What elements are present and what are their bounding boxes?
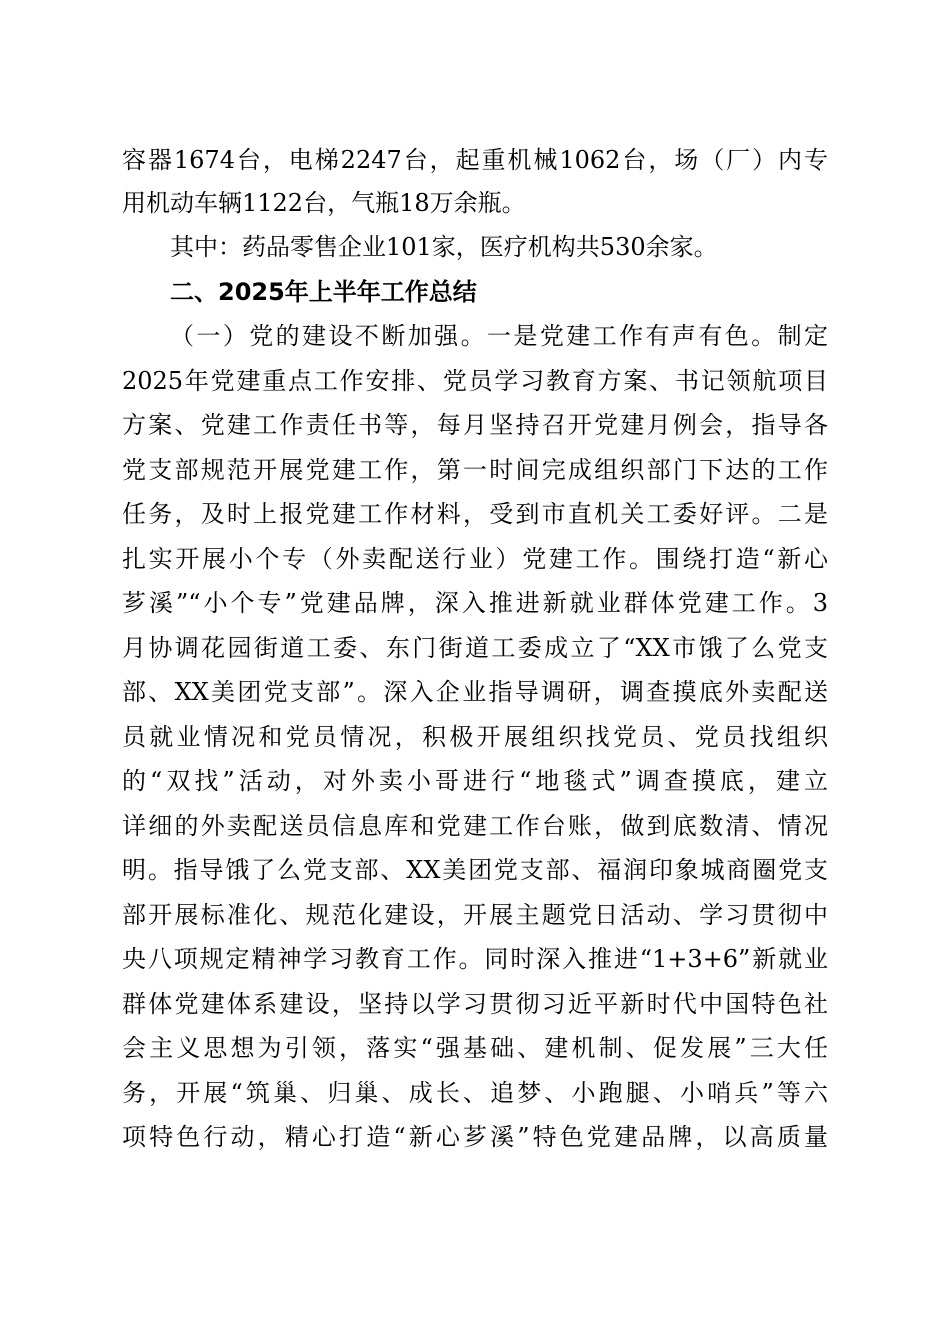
body-text-line: 月协调花园街道工委、东门街道工委成立了“XX市饿了么党支 [122,634,828,662]
body-text-line: 详细的外卖配送员信息库和党建工作台账，做到底数清、情况 [122,812,828,840]
body-text-line: 明。指导饿了么党支部、XX美团党支部、福润印象城商圈党支 [122,856,828,884]
body-text-line: 党支部规范开展党建工作，第一时间完成组织部门下达的工作 [122,456,828,484]
body-text-line: 方案、党建工作责任书等，每月坚持召开党建月例会，指导各 [122,411,828,439]
body-text-line: （一）党的建设不断加强。一是党建工作有声有色。制定 [170,322,828,350]
body-text-line: 的“双找”活动，对外卖小哥进行“地毯式”调查摸底，建立 [122,767,828,795]
body-text-line: 用机动车辆1122台，气瓶18万余瓶。 [122,189,526,217]
section-heading: 二、2025年上半年工作总结 [170,278,477,306]
body-text-line: 其中：药品零售企业101家，医疗机构共530余家。 [170,233,718,261]
body-text-line: 央八项规定精神学习教育工作。同时深入推进“1+3+6”新就业 [122,945,828,973]
body-text-line: 群体党建体系建设，坚持以学习贯彻习近平新时代中国特色社 [122,990,828,1018]
body-text-line: 部、XX美团党支部”。深入企业指导调研，调查摸底外卖配送 [122,678,828,706]
body-text-line: 容器1674台，电梯2247台，起重机械1062台，场（厂）内专 [122,146,828,174]
body-text-line: 会主义思想为引领，落实“强基础、建机制、促发展”三大任 [122,1034,828,1062]
body-text-line: 芗溪”“小个专”党建品牌，深入推进新就业群体党建工作。3 [122,589,828,617]
body-text-line: 部开展标准化、规范化建设，开展主题党日活动、学习贯彻中 [122,901,828,929]
body-text-line: 2025年党建重点工作安排、党员学习教育方案、书记领航项目 [122,367,828,395]
body-text-line: 项特色行动，精心打造“新心芗溪”特色党建品牌，以高质量 [122,1123,828,1151]
body-text-line: 员就业情况和党员情况，积极开展组织找党员、党员找组织 [122,723,828,751]
body-text-line: 扎实开展小个专（外卖配送行业）党建工作。围绕打造“新心 [122,545,828,573]
body-text-line: 任务，及时上报党建工作材料，受到市直机关工委好评。二是 [122,500,828,528]
body-text-line: 务，开展“筑巢、归巢、成长、追梦、小跑腿、小哨兵”等六 [122,1079,828,1107]
